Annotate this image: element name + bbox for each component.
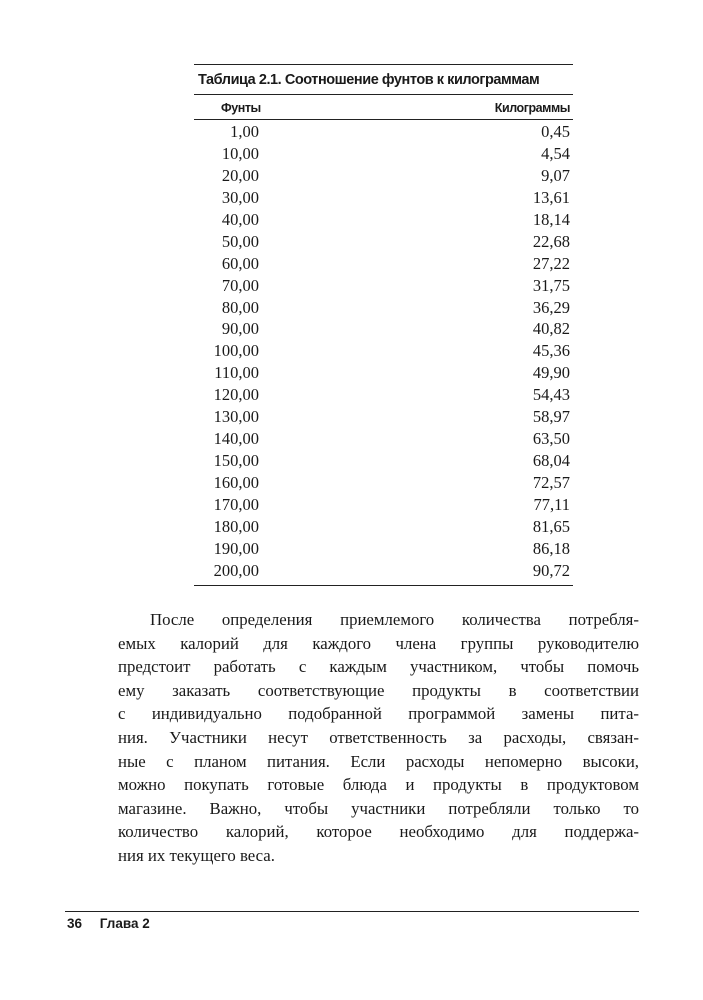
paragraph-line: магазине. Важно, чтобы участники потребляли только то <box>118 798 639 818</box>
pounds-cell: 180,00 <box>213 516 259 536</box>
table-bottom-rule <box>194 585 573 586</box>
column-header-kilograms: Килограммы <box>494 101 570 115</box>
paragraph-line: с индивидуально подобранной программой замены пита- <box>118 704 639 724</box>
kilograms-cell: 77,11 <box>533 494 570 514</box>
table-row <box>194 275 573 297</box>
body-paragraph <box>118 608 639 868</box>
kilograms-cell: 72,57 <box>532 473 570 492</box>
table-row <box>194 362 573 384</box>
table-header-row <box>194 95 573 119</box>
pounds-cell: 200,00 <box>213 560 259 580</box>
table-row <box>194 516 573 538</box>
kilograms-cell: 0,45 <box>541 122 570 141</box>
pounds-cell: 110,00 <box>214 363 259 383</box>
pounds-cell: 140,00 <box>213 429 259 449</box>
table-row <box>194 538 573 560</box>
table-caption: Таблица 2.1. Соотношение фунтов к килограммам <box>198 72 540 88</box>
paragraph-line: можно покупать готовые блюда и продукты в продуктовом <box>118 775 639 795</box>
footer-rule <box>65 911 639 912</box>
pounds-cell: 40,00 <box>221 209 259 229</box>
conversion-table <box>194 64 573 582</box>
kilograms-cell: 81,65 <box>532 516 570 536</box>
table-row <box>194 472 573 494</box>
chapter-label: Глава 2 <box>99 916 150 931</box>
kilograms-cell: 9,07 <box>541 165 570 185</box>
table-row <box>194 384 573 406</box>
pounds-cell: 80,00 <box>221 297 259 317</box>
pounds-cell: 50,00 <box>221 231 259 251</box>
paragraph-line: ния. Участники несут ответственность за расходы, связан- <box>118 727 639 747</box>
pounds-cell: 1,00 <box>230 122 259 141</box>
table-row <box>194 209 573 231</box>
paragraph-line: предстоит работать с каждым участником, чтобы помочь <box>118 657 639 677</box>
pounds-cell: 30,00 <box>221 187 259 207</box>
pounds-cell: 100,00 <box>213 341 259 361</box>
pounds-cell: 160,00 <box>213 473 259 492</box>
kilograms-cell: 63,50 <box>532 429 570 449</box>
table-row <box>194 406 573 428</box>
kilograms-cell: 13,61 <box>532 187 570 207</box>
table-row <box>194 187 573 209</box>
column-header-pounds: Фунты <box>221 101 261 115</box>
kilograms-cell: 18,14 <box>532 209 570 229</box>
table-body <box>194 120 573 582</box>
table-row <box>194 450 573 472</box>
paragraph-line: ему заказать соответствующие продукты в соответствии <box>118 680 639 700</box>
kilograms-cell: 36,29 <box>532 297 570 317</box>
table-row <box>194 318 573 340</box>
table-row <box>194 231 573 253</box>
table-row <box>194 428 573 450</box>
kilograms-cell: 45,36 <box>532 341 570 361</box>
kilograms-cell: 68,04 <box>532 451 570 471</box>
pounds-cell: 190,00 <box>213 538 259 558</box>
pounds-cell: 90,00 <box>221 319 259 339</box>
kilograms-cell: 90,72 <box>532 560 570 580</box>
kilograms-cell: 40,82 <box>532 319 570 339</box>
pounds-cell: 130,00 <box>213 407 259 427</box>
pounds-cell: 120,00 <box>213 385 259 405</box>
paragraph-line: После определения приемлемого количества потребля- <box>150 610 639 629</box>
kilograms-cell: 49,90 <box>532 363 570 383</box>
page-number: 36 <box>67 916 83 931</box>
kilograms-cell: 58,97 <box>532 407 570 427</box>
table-row <box>194 253 573 275</box>
pounds-cell: 20,00 <box>221 165 259 185</box>
paragraph-line: количество калорий, которое необходимо для поддержа- <box>118 822 639 842</box>
kilograms-cell: 4,54 <box>541 143 570 163</box>
kilograms-cell: 31,75 <box>532 275 570 295</box>
pounds-cell: 150,00 <box>213 451 259 471</box>
paragraph-line: емых калорий для каждого члена группы руководителю <box>118 633 639 653</box>
pounds-cell: 70,00 <box>221 275 259 295</box>
table-row <box>194 297 573 319</box>
table-row <box>194 340 573 362</box>
pounds-cell: 60,00 <box>221 253 259 273</box>
kilograms-cell: 22,68 <box>532 231 570 251</box>
table-row <box>194 143 573 165</box>
table-row <box>194 560 573 582</box>
kilograms-cell: 27,22 <box>532 253 570 273</box>
table-row <box>194 121 573 143</box>
page-footer <box>67 916 150 931</box>
pounds-cell: 10,00 <box>221 143 259 163</box>
paragraph-line: ные с планом питания. Если расходы непомерно высоки, <box>118 751 639 771</box>
kilograms-cell: 54,43 <box>532 385 570 405</box>
kilograms-cell: 86,18 <box>532 538 570 558</box>
pounds-cell: 170,00 <box>213 494 259 514</box>
paragraph-line: ния их текущего веса. <box>118 845 275 865</box>
table-row <box>194 165 573 187</box>
table-row <box>194 494 573 516</box>
